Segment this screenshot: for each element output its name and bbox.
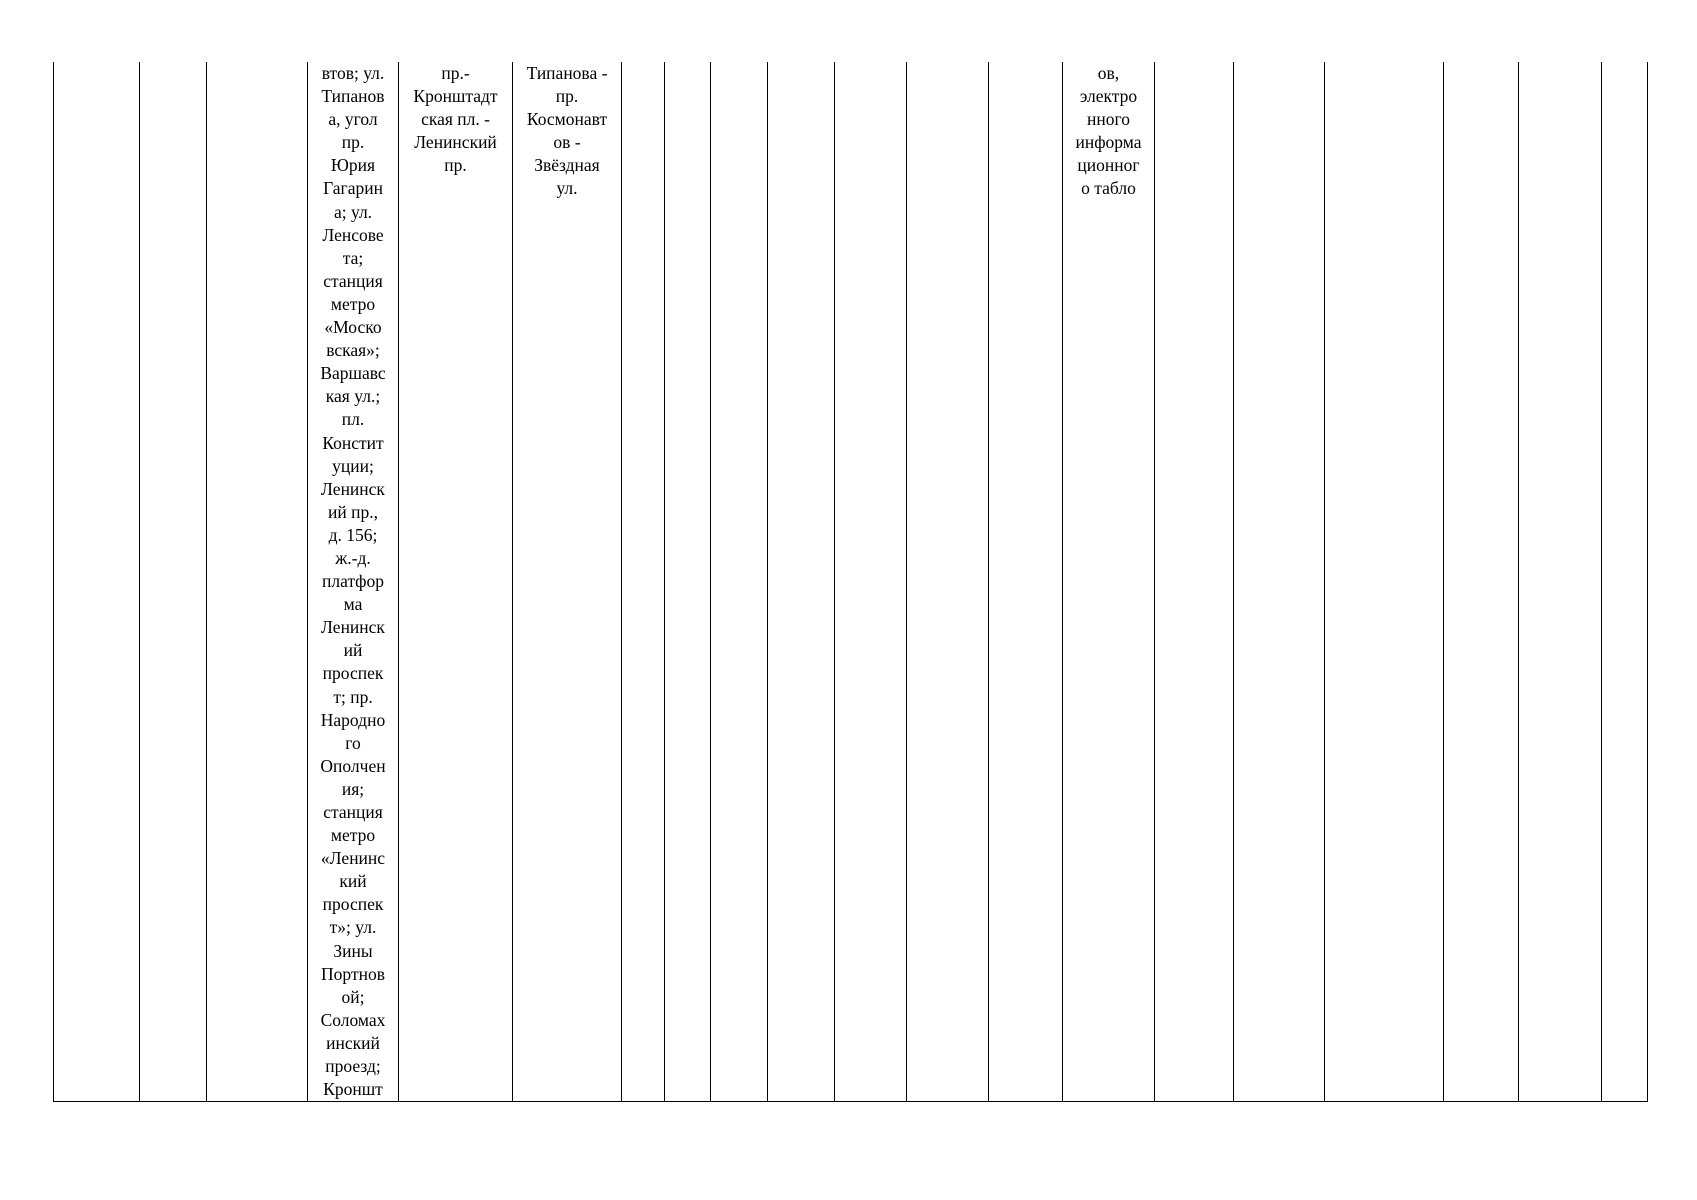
table-cell-col-13: [989, 62, 1063, 1102]
table-cell-col-8: [665, 62, 711, 1102]
table-cell-col-15: [1155, 62, 1234, 1102]
stops-list-text: втов; ул. Типанов а, угол пр. Юрия Гагарин а; ул. Ленсове та; станция метро «Моско вская»; Варшавс кая ул.; пл. Констит уции; Ленинск ий пр., д. 156; ж.-д. платфор ма Ленинск ий проспек т; пр. Народно го Ополчен ия; станция метро «Ленинс кий проспек т»; ул. Зины Портнов ой; Соломах инский проезд; Кроншт: [320, 63, 386, 1100]
table-cell-col-18: [1444, 62, 1519, 1102]
table-cell-col-10: [768, 62, 835, 1102]
table-cell-col-7: [622, 62, 665, 1102]
table-cell-col-16: [1234, 62, 1325, 1102]
table-cell-route-a: [399, 62, 513, 1102]
table-cell-col-2: [140, 62, 207, 1102]
table-cell-col-19: [1519, 62, 1602, 1102]
table-cell-col-9: [711, 62, 768, 1102]
table-cell-stops: [308, 62, 399, 1102]
table-cell-col-20: [1602, 62, 1648, 1102]
table-row: [54, 62, 1648, 1102]
table-cell-route-b: [513, 62, 622, 1102]
table-cell-col-17: [1325, 62, 1444, 1102]
table-cell-col-1: [54, 62, 140, 1102]
route-a-text: пр.- Кронштадт ская пл. - Ленинский пр.: [413, 63, 498, 176]
table-cell-display: [1063, 62, 1155, 1102]
route-b-text: Типанова - пр. Космонавт ов - Звёздная ул.: [526, 63, 608, 199]
table-cell-col-12: [907, 62, 989, 1102]
display-board-text: ов, электро нного информа ционног о табло: [1075, 63, 1142, 199]
table-cell-col-3: [207, 62, 308, 1102]
table-cell-col-11: [835, 62, 907, 1102]
document-table: [53, 62, 1648, 1102]
